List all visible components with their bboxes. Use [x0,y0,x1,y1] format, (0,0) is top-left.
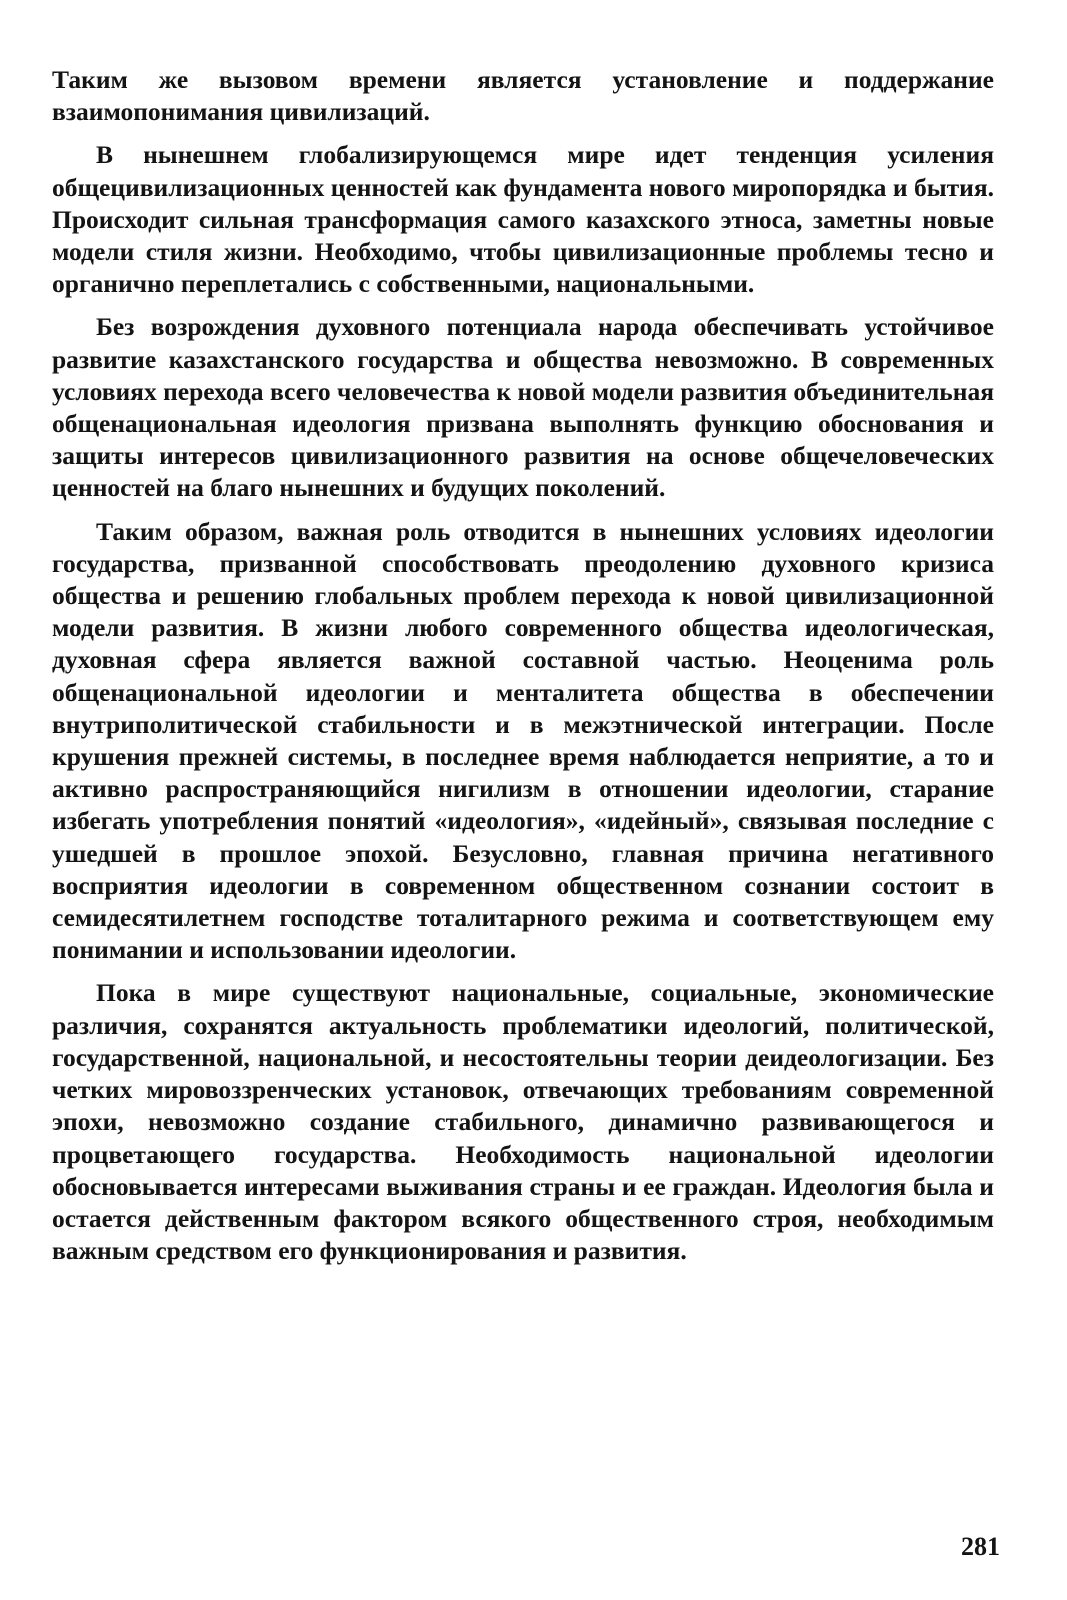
page-body [52,64,994,1278]
paragraph-2: В нынешнем глобализирующемся мире идет тенденция усиления общецивилизационных ценностей как фундамента нового миропорядка и бытия. Происходит сильная трансформация самого казахского этноса, заметны новые модели стиля жизни. Необходимо, чтобы цивилизационные проблемы тесно и органично переплетались с собственными, национальными. [52,140,994,299]
paragraph-5: Пока в мире существуют национальные, социальные, экономические различия, сохранятся актуальность проблематики идеологий, политической, государственной, национальной, и несостоятельны теории деидеологизации. Без четких мировоззренческих установок, отвечающих требованиям современной эпохи, невозможно создание стабильного, динамично развивающегося и процветающего государства. Необходимость национальной идеологии обосновывается интересами выживания страны и ее граждан. Идеология была и остается действенным фактором всякого общественного строя, необходимым важным средством его функционирования и развития. [52,978,994,1266]
page-number: 281 [961,1532,1000,1561]
paragraph-4: Таким образом, важная роль отводится в нынешних условиях идеологии государства, призванной способствовать преодолению духовного кризиса общества и решению глобальных проблем перехода к новой цивилизационной модели развития. В жизни любого современного общества идеологическая, духовная сфера является важной составной частью. Неоценима роль общенациональной идеологии и менталитета общества в обеспечении внутриполитической стабильности и в межэтнической интеграции. После крушения прежней системы, в последнее время наблюдается неприятие, а то и активно распространяющийся нигилизм в отношении идеологии, старание избегать употребления понятий «идеология», «идейный», связывая последние с ушедшей в прошлое эпохой. Безусловно, главная причина негативного восприятия идеологии в современном общественном сознании состоит в семидесятилетнем господстве тоталитарного режима и соответствующем ему понимании и использовании идеологии. [52,516,994,965]
paragraph-3: Без возрождения духовного потенциала народа обеспечивать устойчивое развитие казахстанского государства и общества невозможно. В современных условиях перехода всего человечества к новой модели развития объединительная общенациональная идеология призвана выполнять функцию обоснования и защиты интересов цивилизационного развития на основе общечеловеческих ценностей на благо нынешних и будущих поколений. [52,312,994,503]
paragraph-1: Таким же вызовом времени является установление и поддержание взаимопонимания цивилизаций. [52,65,994,127]
